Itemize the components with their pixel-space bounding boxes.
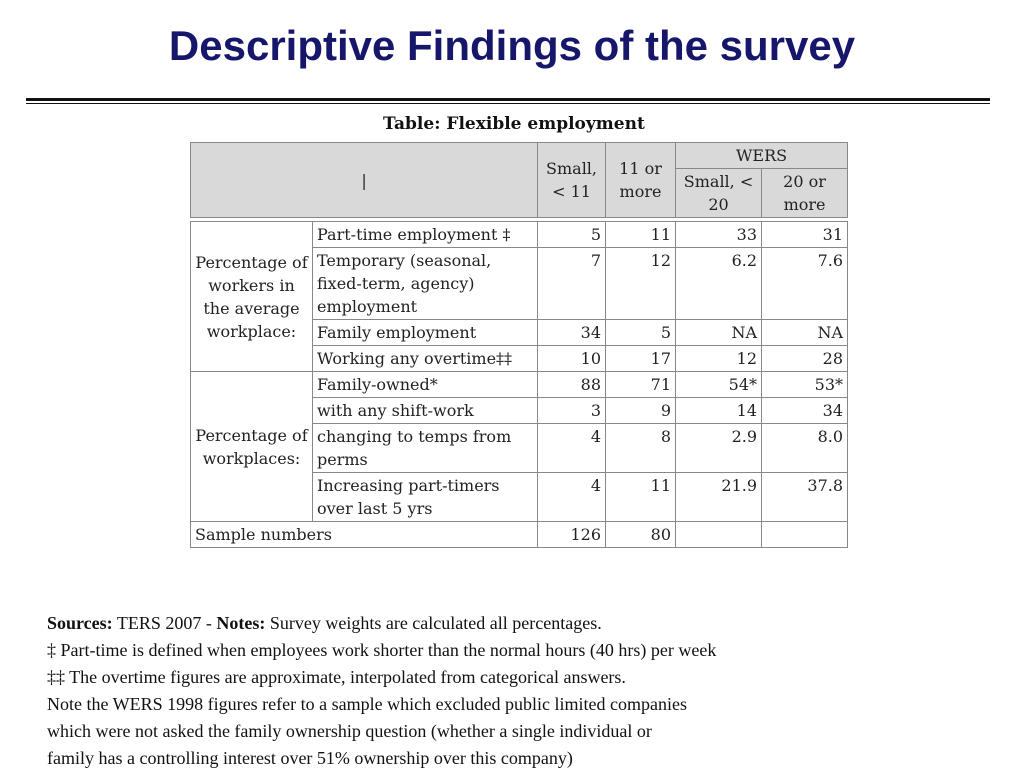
cell-value: 12 xyxy=(606,248,676,320)
row-label: Family-owned* xyxy=(313,372,538,398)
table-caption: Table: Flexible employment xyxy=(383,114,645,134)
cell-value: 6.2 xyxy=(676,248,762,320)
cell-value: 126 xyxy=(538,522,606,548)
row-label: Increasing part-timers over last 5 yrs xyxy=(313,473,538,522)
row-label: Working any overtime‡‡ xyxy=(313,346,538,372)
cell-value: 28 xyxy=(762,346,848,372)
header-11-or-more: 11 or more xyxy=(606,143,676,218)
sources-label: Sources: xyxy=(47,613,113,633)
footnote-wers-3: family has a controlling interest over 51% ownership over this company) xyxy=(47,748,573,768)
row-label: Family employment xyxy=(313,320,538,346)
footnotes xyxy=(47,610,1007,772)
cell-value: 8.0 xyxy=(762,424,848,473)
table-row xyxy=(191,222,848,248)
cell-value: 34 xyxy=(538,320,606,346)
cell-value: 21.9 xyxy=(676,473,762,522)
header-wers: WERS xyxy=(676,143,848,169)
cell-value: NA xyxy=(762,320,848,346)
title-divider-thin xyxy=(26,103,990,104)
cell-value: 7.6 xyxy=(762,248,848,320)
row-label: with any shift-work xyxy=(313,398,538,424)
cell-value: 11 xyxy=(606,222,676,248)
title-divider xyxy=(26,98,990,101)
flexible-employment-table xyxy=(190,142,848,548)
row-label: Part-time employment ‡ xyxy=(313,222,538,248)
slide-title: Descriptive Findings of the survey xyxy=(168,22,856,69)
cell-value: 54* xyxy=(676,372,762,398)
notes-label: Notes: xyxy=(216,613,266,633)
cell-value: 17 xyxy=(606,346,676,372)
footnote-part-time: ‡ Part-time is defined when employees work shorter than the normal hours (40 hrs) per week xyxy=(47,640,717,660)
cell-value: 4 xyxy=(538,473,606,522)
sample-label: Sample numbers xyxy=(191,522,538,548)
footnote-wers-1: Note the WERS 1998 figures refer to a sample which excluded public limited companies xyxy=(47,694,687,714)
cell-value xyxy=(762,522,848,548)
header-small: Small, < 11 xyxy=(538,143,606,218)
cell-value: 3 xyxy=(538,398,606,424)
group-label-workers: Percentage of workers in the average workplace: xyxy=(191,222,313,372)
cell-value: 10 xyxy=(538,346,606,372)
notes-text: Survey weights are calculated all percentages. xyxy=(265,613,602,633)
cell-value: 4 xyxy=(538,424,606,473)
cell-value: 5 xyxy=(606,320,676,346)
cell-value: 9 xyxy=(606,398,676,424)
cell-value: 7 xyxy=(538,248,606,320)
cell-value: 80 xyxy=(606,522,676,548)
header-wers-small: Small, < 20 xyxy=(676,169,762,218)
cell-value: 33 xyxy=(676,222,762,248)
row-label: Temporary (seasonal, fixed-term, agency) employment xyxy=(313,248,538,320)
sources-line xyxy=(47,610,1007,637)
header-row-1 xyxy=(191,143,848,169)
cell-value: 8 xyxy=(606,424,676,473)
cell-value: 5 xyxy=(538,222,606,248)
cell-value: 12 xyxy=(676,346,762,372)
sources-text: TERS 2007 - xyxy=(112,613,217,633)
cell-value: NA xyxy=(676,320,762,346)
cell-value: 88 xyxy=(538,372,606,398)
cell-value: 31 xyxy=(762,222,848,248)
header-corner: | xyxy=(191,143,538,218)
row-label: changing to temps from perms xyxy=(313,424,538,473)
header-wers-20: 20 or more xyxy=(762,169,848,218)
cell-value xyxy=(676,522,762,548)
cell-value: 14 xyxy=(676,398,762,424)
footnote-overtime: ‡‡ The overtime figures are approximate, interpolated from categorical answers. xyxy=(47,667,626,687)
cell-value: 34 xyxy=(762,398,848,424)
cell-value: 37.8 xyxy=(762,473,848,522)
table-row xyxy=(191,372,848,398)
cell-value: 71 xyxy=(606,372,676,398)
group-label-workplaces: Percentage of workplaces: xyxy=(191,372,313,522)
sample-row xyxy=(191,522,848,548)
cell-value: 53* xyxy=(762,372,848,398)
cell-value: 2.9 xyxy=(676,424,762,473)
cell-value: 11 xyxy=(606,473,676,522)
footnote-wers-2: which were not asked the family ownership question (whether a single individual or xyxy=(47,721,652,741)
